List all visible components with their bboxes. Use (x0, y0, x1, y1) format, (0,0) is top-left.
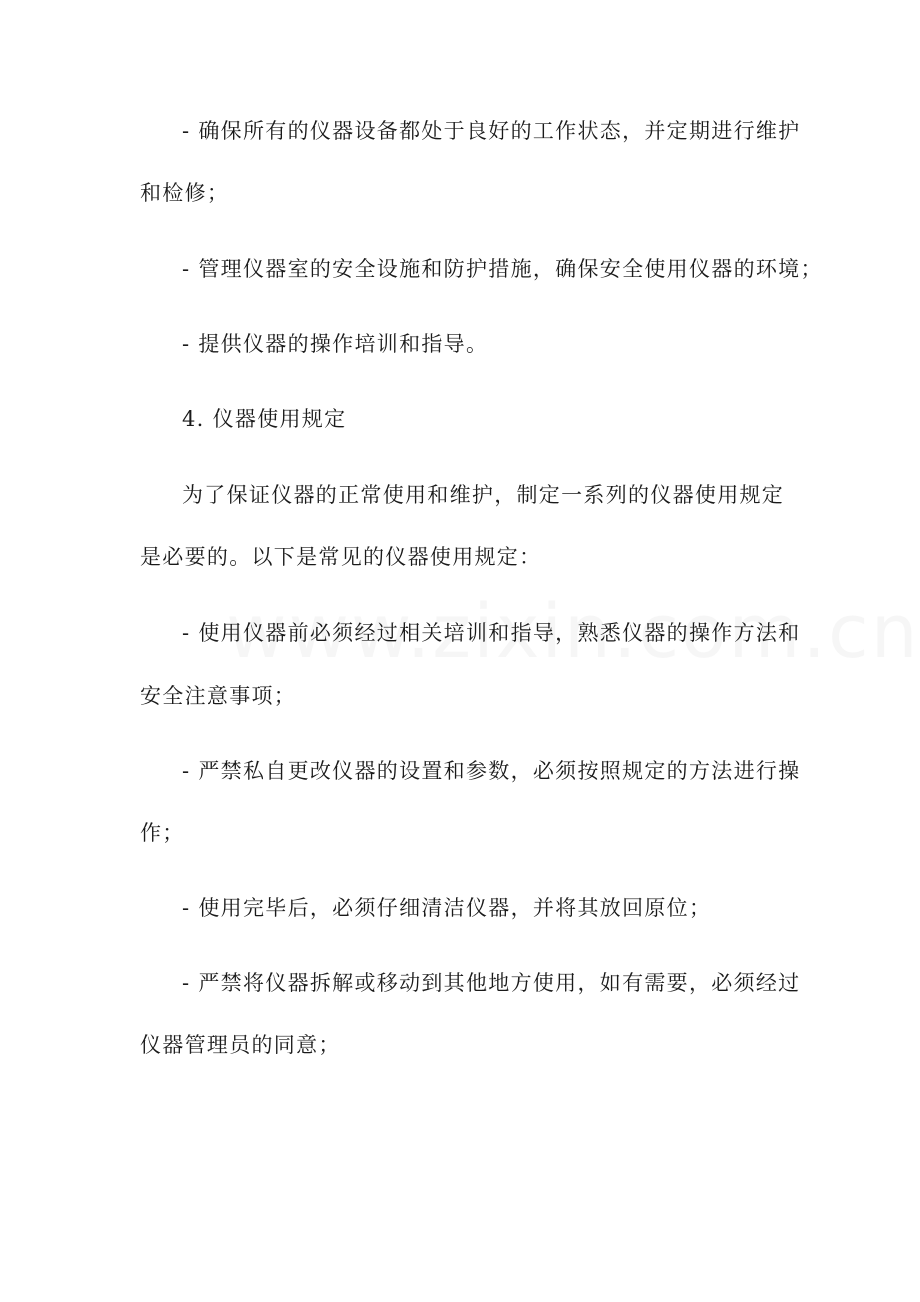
paragraph-line: - 使用仪器前必须经过相关培训和指导，熟悉仪器的操作方法和 (182, 621, 801, 645)
section-heading: 4. 仪器使用规定 (182, 407, 347, 431)
paragraph-line: 为了保证仪器的正常使用和维护，制定一系列的仪器使用规定 (182, 483, 785, 507)
paragraph-line: - 严禁私自更改仪器的设置和参数，必须按照规定的方法进行操 (182, 759, 801, 783)
paragraph-line: 是必要的。以下是常见的仪器使用规定： (140, 545, 542, 569)
paragraph-line: - 使用完毕后，必须仔细清洁仪器，并将其放回原位； (182, 896, 712, 920)
paragraph-line: - 提供仪器的操作培训和指导。 (182, 332, 489, 356)
paragraph-line: - 管理仪器室的安全设施和防护措施，确保安全使用仪器的环境； (182, 257, 823, 281)
paragraph-line: - 严禁将仪器拆解或移动到其他地方使用，如有需要，必须经过 (182, 971, 801, 995)
paragraph-line: 和检修； (140, 181, 230, 205)
paragraph-line: 作； (140, 821, 185, 845)
paragraph-line: 安全注意事项； (140, 684, 297, 708)
paragraph-line: 仪器管理员的同意； (140, 1033, 341, 1057)
paragraph-line: - 确保所有的仪器设备都处于良好的工作状态，并定期进行维护 (182, 119, 801, 143)
